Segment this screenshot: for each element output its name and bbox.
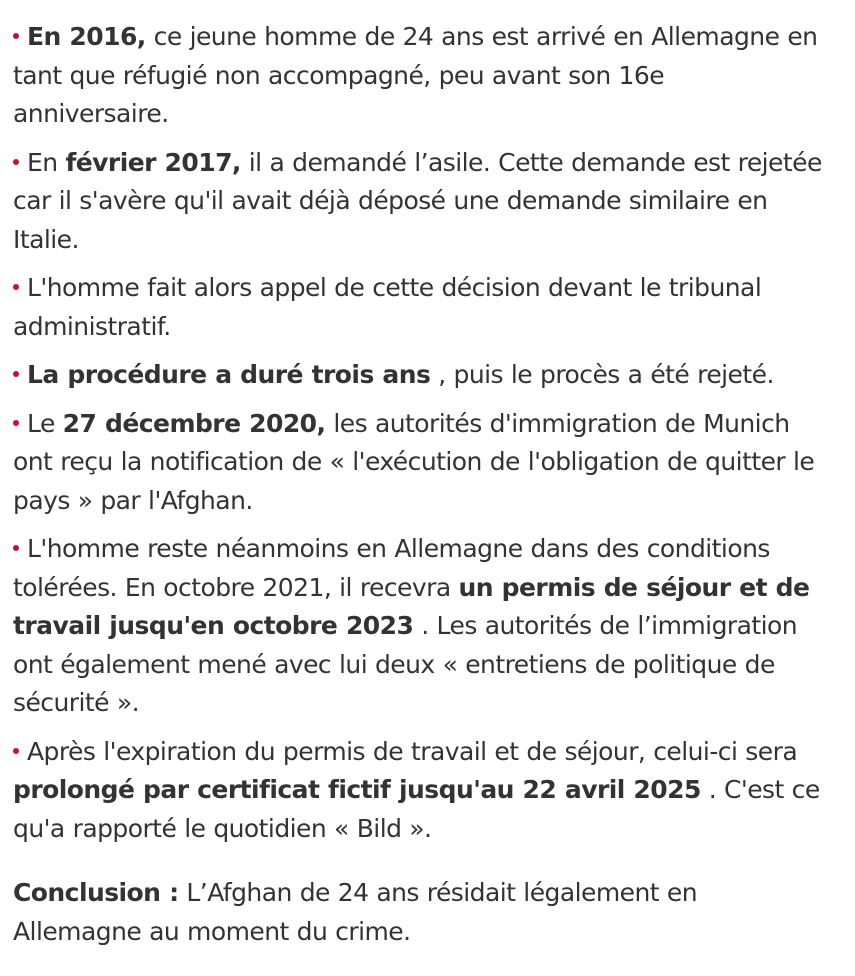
bullet-dot-icon — [13, 33, 19, 39]
facts-list — [13, 18, 827, 848]
conclusion-text: L’Afghan de 24 ans résidait légalement en Allemagne au moment du crime. — [13, 878, 698, 946]
bold-text: un permis de séjour et de travail jusqu'en octobre 2023 — [13, 572, 810, 640]
body-text: . C'est ce qu'a rapporté le quotidien « Bild ». — [13, 775, 820, 843]
list-item — [13, 405, 827, 521]
bullet-dot-icon — [13, 284, 19, 290]
bullet-dot-icon — [13, 159, 19, 165]
bullet-dot-icon — [13, 545, 19, 551]
bold-text: La procédure a duré trois ans — [27, 360, 431, 389]
list-item — [13, 144, 827, 260]
bold-text: 27 décembre 2020, — [62, 408, 326, 438]
body-text: L'homme fait alors appel de cette décision devant le tribunal administratif. — [13, 273, 762, 341]
list-item — [13, 356, 827, 395]
conclusion-label: Conclusion : — [13, 878, 179, 907]
body-text: les autorités d'immigration de Munich ont reçu la notification de « l'exécution de l'obligation de quitter le pays » par l'Afghan. — [13, 408, 815, 515]
bullet-dot-icon — [13, 748, 19, 754]
body-text: Après l'expiration du permis de travail et de séjour, celui-ci sera — [27, 736, 798, 766]
bold-text: En 2016, — [27, 22, 146, 51]
bold-text: prolongé par certificat fictif jusqu'au 22 avril 2025 — [13, 775, 701, 804]
body-text: L'homme reste néanmoins en Allemagne dans des conditions tolérées. En octobre 2021, il recevra — [13, 534, 770, 602]
body-text: il a demandé l’asile. Cette demande est rejetée car il s'avère qu'il avait déjà déposé une demande similaire en Italie. — [13, 147, 822, 254]
conclusion-paragraph — [13, 874, 827, 951]
list-item — [13, 733, 827, 849]
list-item — [13, 18, 827, 134]
body-text: Le — [27, 408, 63, 438]
bullet-dot-icon — [13, 371, 19, 377]
list-item — [13, 269, 827, 346]
body-text: . Les autorités de l’immigration ont également mené avec lui deux « entretiens de politique de sécurité ». — [13, 611, 798, 717]
body-text: , puis le procès a été rejeté. — [430, 360, 774, 389]
bold-text: février 2017, — [65, 147, 241, 177]
body-text: ce jeune homme de 24 ans est arrivé en Allemagne en tant que réfugié non accompagné, peu avant son 16e anniversaire. — [13, 22, 818, 128]
bullet-dot-icon — [13, 420, 19, 426]
body-text: En — [27, 147, 66, 177]
list-item — [13, 530, 827, 723]
